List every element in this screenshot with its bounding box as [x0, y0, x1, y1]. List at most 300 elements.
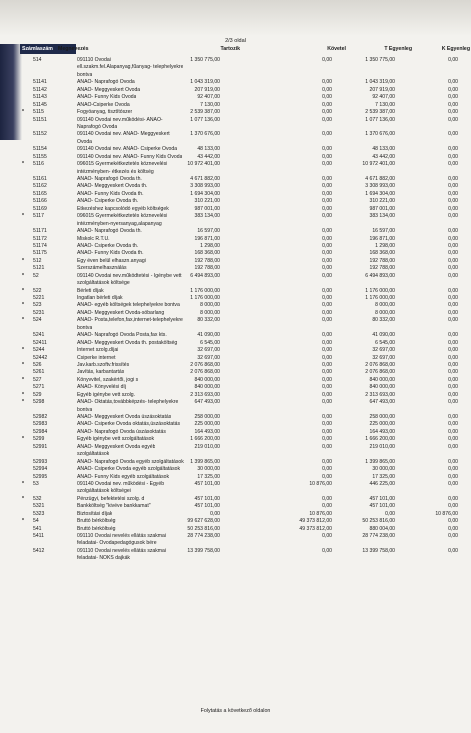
k-egyenleg-value: 0,00 [448, 347, 458, 354]
k-egyenleg-value: 0,00 [448, 480, 458, 487]
table-row [0, 540, 471, 547]
t-egyenleg-value: 7 130,00 [375, 101, 395, 108]
tartozik-value: 17 325,00 [197, 473, 220, 480]
account-code: 52982 [33, 414, 48, 420]
account-code: 51171 [33, 228, 47, 235]
tartozik-value: 13 399 758,00 [187, 547, 220, 554]
t-egyenleg-value: 225 000,00 [369, 421, 395, 428]
kovetel-value: 0,00 [322, 79, 332, 86]
tartozik-value: 1 043 319,00 [190, 79, 220, 86]
table-row [0, 555, 471, 562]
t-egyenleg-value: 310 221,00 [369, 198, 395, 205]
kovetel-value: 0,00 [322, 161, 332, 168]
tartozik-value: 192 788,00 [194, 265, 220, 272]
table-row [0, 265, 471, 272]
table-row [0, 176, 471, 183]
kovetel-value: 0,00 [322, 317, 332, 324]
table-row [0, 481, 471, 488]
kovetel-value: 0,00 [322, 205, 332, 212]
k-egyenleg-value: 0,00 [448, 339, 458, 346]
account-code: 532 [33, 495, 42, 502]
kovetel-value: 0,00 [322, 533, 332, 539]
account-code: 52984 [33, 428, 48, 435]
tartozik-value: 840 000,00 [194, 376, 220, 383]
row-marker: * [22, 391, 24, 398]
k-egyenleg-value: 0,00 [448, 495, 458, 502]
t-egyenleg-value: 92 407,00 [372, 94, 395, 101]
account-code: 51141 [33, 79, 47, 86]
tartozik-value: 1 399 865,00 [190, 458, 220, 465]
account-code: 51154 [33, 146, 47, 153]
tartozik-value: 4 671 882,00 [190, 176, 220, 182]
account-code: 51152 [33, 131, 47, 138]
account-code: 5115 [33, 109, 44, 116]
t-egyenleg-value: 4 671 882,00 [365, 176, 395, 182]
kovetel-value: 0,00 [322, 384, 332, 391]
account-name: Bruttó bérköltség [77, 518, 116, 525]
tartozik-value: 219 010,00 [194, 443, 220, 450]
t-egyenleg-value: 1 666 200,00 [365, 436, 395, 443]
k-egyenleg-value: 0,00 [448, 295, 458, 301]
table-row [0, 362, 471, 369]
tartozik-value: 196 871,00 [194, 235, 220, 242]
account-name: ANAÓ- Csiperke Óvoda oktatás,úszásoktatás [77, 421, 181, 428]
kovetel-value: 0,00 [322, 257, 332, 264]
account-name: 091140 Óvodai nev. ANAÓ- Funny Kids Óvoda [77, 153, 183, 160]
account-code: 51155 [33, 153, 47, 160]
t-egyenleg-value: 6 494 893,00 [365, 272, 395, 279]
table-row [0, 57, 471, 64]
t-egyenleg-value: 446 225,00 [369, 480, 395, 487]
kovetel-value: 0,00 [322, 228, 332, 235]
account-code: 5298 [33, 399, 45, 406]
t-egyenleg-value: 28 774 238,00 [362, 533, 395, 539]
row-marker: * [22, 109, 24, 116]
table-row [0, 392, 471, 399]
table-row [0, 213, 471, 220]
t-egyenleg-value: 1 370 676,00 [365, 131, 395, 138]
kovetel-value: 0,00 [322, 302, 332, 309]
table-row [0, 317, 471, 324]
kovetel-value: 0,00 [322, 265, 332, 272]
table-row [0, 87, 471, 94]
account-name: ANAÓ- Meggyeskert Óvoda th. postaköltség [77, 339, 178, 346]
table-row [0, 169, 471, 176]
row-marker: * [22, 257, 24, 264]
kovetel-value: 0,00 [322, 109, 332, 116]
table-row [0, 139, 471, 146]
table-row [0, 347, 471, 354]
k-egyenleg-value: 0,00 [448, 421, 458, 428]
account-code: 5261 [33, 369, 45, 376]
account-name: Egy éven belül elhaszn.anyagi [77, 257, 146, 264]
kovetel-value: 0,00 [322, 547, 332, 554]
kovetel-value: 0,00 [322, 503, 332, 510]
table-row [0, 191, 471, 198]
k-egyenleg-value: 10 876,00 [435, 510, 458, 517]
account-name: ANAÓ- Meggyeskert Óvoda egyéb [77, 443, 156, 450]
k-egyenleg-value: 0,00 [448, 309, 458, 316]
account-code: 5321 [33, 503, 45, 510]
row-marker: * [22, 317, 24, 324]
t-egyenleg-value: 1 298,00 [375, 242, 395, 249]
account-name: ANAÓ- Naprafogó Óvoda [77, 79, 135, 86]
k-egyenleg-value: 0,00 [448, 272, 458, 279]
account-name: ANAÓ- Meggyeskert Óvoda úszásoktatás [77, 414, 172, 420]
header-t-egyenleg: T Egyenleg [384, 46, 412, 52]
k-egyenleg-value: 0,00 [448, 161, 458, 168]
account-code: 51165 [33, 190, 47, 197]
k-egyenleg-value: 0,00 [448, 190, 458, 197]
account-code: 529 [33, 391, 42, 398]
tartozik-value: 8 000,00 [200, 309, 220, 316]
account-name: ANAÓ- Naprafogó Óvoda th. [77, 176, 142, 182]
account-code: 5299 [33, 436, 45, 443]
row-marker: * [22, 518, 24, 525]
account-code: 5271 [33, 384, 45, 391]
k-egyenleg-value: 0,00 [448, 473, 458, 480]
kovetel-value: 0,00 [322, 436, 332, 443]
kovetel-value: 0,00 [322, 242, 332, 249]
table-row [0, 533, 471, 540]
t-egyenleg-value: 840 000,00 [369, 384, 395, 391]
k-egyenleg-value: 0,00 [448, 287, 458, 294]
k-egyenleg-value: 0,00 [448, 198, 458, 205]
account-code: 53 [33, 480, 39, 487]
table-row [0, 407, 471, 414]
t-egyenleg-value: 457 101,00 [369, 503, 395, 510]
kovetel-value: 0,00 [322, 94, 332, 101]
t-egyenleg-value: 16 597,00 [372, 228, 395, 235]
t-egyenleg-value: 50 253 816,00 [362, 518, 395, 525]
account-code: 52442 [33, 354, 48, 361]
table-row [0, 518, 471, 525]
kovetel-value: 0,00 [322, 176, 332, 182]
account-name: ANAÓ- Naprafogó Óvoda úszásoktatás [77, 428, 166, 435]
account-code: 5117 [33, 213, 44, 220]
t-egyenleg-value: 32 697,00 [372, 354, 395, 361]
k-egyenleg-value: 0,00 [448, 131, 458, 138]
kovetel-value: 0,00 [322, 443, 332, 450]
kovetel-value: 0,00 [322, 399, 332, 406]
k-egyenleg-value: 0,00 [448, 518, 458, 525]
ledger-table [0, 57, 471, 563]
account-name: Naprafogó Óvoda [77, 123, 118, 130]
t-egyenleg-value: 13 399 758,00 [362, 547, 395, 554]
account-name: ANAÓ- Funny Kids egyéb szolgáltatások [77, 473, 170, 480]
tartozik-value: 0,00 [210, 510, 220, 517]
k-egyenleg-value: 0,00 [448, 302, 458, 309]
k-egyenleg-value: 0,00 [448, 79, 458, 86]
account-name: Fogyóanyag, tisztítószer [77, 109, 133, 116]
t-egyenleg-value: 17 325,00 [372, 473, 395, 480]
table-row [0, 474, 471, 481]
tartozik-value: 310 221,00 [194, 198, 220, 205]
tartozik-value: 192 788,00 [194, 257, 220, 264]
t-egyenleg-value: 2 313 693,00 [365, 391, 395, 398]
account-name: ANAÓ- Meggyeskert Óvoda th. [77, 183, 148, 190]
tartozik-value: 32 697,00 [197, 347, 220, 354]
t-egyenleg-value: 2 076 868,00 [365, 369, 395, 376]
kovetel-value: 0,00 [322, 369, 332, 376]
account-code: 5244 [33, 347, 45, 354]
t-egyenleg-value: 168 368,00 [369, 250, 395, 257]
k-egyenleg-value: 0,00 [448, 384, 458, 391]
table-row [0, 503, 471, 510]
kovetel-value: 0,00 [322, 146, 332, 153]
table-row [0, 198, 471, 205]
table-row [0, 154, 471, 161]
account-code: 5121 [33, 265, 45, 272]
table-row [0, 273, 471, 280]
account-name: 096015 Gyermekétkeztetés köznevelési [77, 161, 168, 168]
tartozik-value: 1 176 000,00 [190, 287, 220, 294]
table-row [0, 369, 471, 376]
row-marker: * [22, 495, 24, 502]
table-row [0, 72, 471, 79]
k-egyenleg-value: 0,00 [448, 443, 458, 450]
account-name: Bankköltség "kivéve bankkamat" [77, 503, 151, 510]
account-name: szolgáltatások költségei [77, 488, 131, 495]
tartozik-value: 2 076 868,00 [190, 369, 220, 376]
tartozik-value: 225 000,00 [194, 421, 220, 428]
k-egyenleg-value: 0,00 [448, 242, 458, 249]
kovetel-value: 0,00 [322, 116, 332, 123]
account-name: Jav.karb.szoftv.frissítés [77, 361, 130, 368]
kovetel-value: 0,00 [322, 495, 332, 502]
t-egyenleg-value: 41 090,00 [372, 332, 395, 339]
tartozik-value: 258 000,00 [194, 414, 220, 420]
account-code: 52994 [33, 466, 48, 473]
t-egyenleg-value: 219 010,00 [369, 443, 395, 450]
account-name: Internet szolg.díjai [77, 347, 119, 354]
tartozik-value: 7 130,00 [200, 101, 220, 108]
tartozik-value: 99 627 628,00 [187, 518, 220, 525]
account-name: Biztosítási díjak [77, 510, 113, 517]
account-name: ANAÓ- Posta,telefon,fax,internet-telephelyekre [77, 317, 183, 324]
t-egyenleg-value: 6 545,00 [375, 339, 395, 346]
k-egyenleg-value: 0,00 [448, 146, 458, 153]
tartozik-value: 457 101,00 [194, 495, 220, 502]
k-egyenleg-value: 0,00 [448, 391, 458, 398]
account-name: Bérleti díjak [77, 287, 104, 294]
table-row [0, 161, 471, 168]
account-name: ANAÓ- Könyvelési díj [77, 384, 126, 391]
tartozik-value: 383 134,00 [194, 213, 220, 220]
account-name: 091110 Óvodai nevelés ellátás szakmai [77, 547, 167, 554]
header-k-egyenleg: K Egyenleg [441, 46, 470, 52]
account-code: 52 [33, 272, 39, 279]
row-marker: * [22, 161, 24, 168]
footer-note: Folytatás a következő oldalon [200, 708, 271, 714]
row-marker: * [22, 302, 24, 309]
row-marker: * [22, 399, 24, 406]
account-code: 5323 [33, 510, 45, 517]
table-row [0, 183, 471, 190]
tartozik-value: 30 000,00 [197, 466, 220, 473]
tartozik-value: 457 101,00 [194, 503, 220, 510]
tartozik-value: 457 101,00 [194, 480, 220, 487]
tartozik-value: 80 332,00 [197, 317, 220, 324]
account-name: ANAÓ- Naprafogó Óvoda th. [77, 228, 142, 235]
kovetel-value: 0,00 [322, 376, 332, 383]
kovetel-value: 10 876,00 [309, 510, 332, 517]
t-egyenleg-value: 1 077 136,00 [365, 116, 395, 123]
k-egyenleg-value: 0,00 [448, 116, 458, 123]
kovetel-value: 0,00 [322, 250, 332, 257]
account-name: ANAÓ- Meggyeskert Óvoda-söbarlang [77, 309, 165, 316]
account-name: ANAÓ- Csiperke Óvoda th. [77, 242, 139, 249]
account-name: ANAÓ- Funny Kids Óvoda [77, 94, 137, 101]
kovetel-value: 49 373 812,00 [299, 518, 332, 525]
k-egyenleg-value: 0,00 [448, 257, 458, 264]
tartozik-value: 16 597,00 [197, 228, 220, 235]
scan-shadow [0, 0, 471, 36]
kovetel-value: 0,00 [322, 57, 332, 63]
tartozik-value: 168 368,00 [194, 250, 220, 257]
account-name: ANAÓ- Naprafogó Óvoda Posta,fax kts. [77, 332, 167, 339]
kovetel-value: 0,00 [322, 131, 332, 138]
kovetel-value: 0,00 [322, 272, 332, 279]
kovetel-value: 0,00 [322, 86, 332, 93]
account-name: bontva [77, 71, 93, 78]
table-row [0, 399, 471, 406]
row-marker: * [22, 347, 24, 354]
kovetel-value: 0,00 [322, 347, 332, 354]
table-row [0, 109, 471, 116]
account-name: Szerszámelhasználás [77, 265, 127, 272]
t-egyenleg-value: 8 000,00 [375, 302, 395, 309]
t-egyenleg-value: 1 176 000,00 [365, 287, 395, 294]
t-egyenleg-value: 43 442,00 [372, 153, 395, 160]
kovetel-value: 0,00 [322, 183, 332, 190]
tartozik-value: 6 545,00 [200, 339, 220, 346]
account-code: 51161 [33, 176, 47, 182]
tartozik-value: 647 493,00 [194, 399, 220, 406]
t-egyenleg-value: 1 694 304,00 [365, 190, 395, 197]
table-row [0, 511, 471, 518]
table-row [0, 302, 471, 309]
header-tartozik: Tartozik [220, 46, 240, 52]
t-egyenleg-value: 987 001,00 [369, 205, 395, 212]
k-egyenleg-value: 0,00 [448, 183, 458, 190]
account-name: 091140 Óvodai nev. működési - Egyéb [77, 480, 165, 487]
account-code: 52983 [33, 421, 48, 428]
kovetel-value: 0,00 [322, 414, 332, 420]
account-name: Pénzügyi, befektetési szolg. d [77, 495, 145, 502]
table-row [0, 102, 471, 109]
account-name: Egyéb igénybe vett szolg. [77, 391, 136, 398]
k-egyenleg-value: 0,00 [448, 503, 458, 510]
account-code: 5241 [33, 332, 45, 339]
table-row [0, 429, 471, 436]
table-row [0, 421, 471, 428]
account-code: 51142 [33, 86, 47, 93]
account-name: szolgáltatások költsége [77, 280, 130, 287]
account-name: 091140 Óvodai nev.működési- ANAÓ- [77, 116, 163, 123]
k-egyenleg-value: 0,00 [448, 250, 458, 257]
row-marker: * [22, 272, 24, 279]
tartozik-value: 43 442,00 [197, 153, 220, 160]
tartozik-value: 1 666 200,00 [190, 436, 220, 443]
k-egyenleg-value: 0,00 [448, 265, 458, 272]
kovetel-value: 0,00 [322, 421, 332, 428]
account-name: ANAÓ-Csiperke Óvoda [77, 101, 130, 108]
account-name: ANAÓ- egyéb költségek telephelyekre bontva [77, 302, 180, 309]
account-name: 096015 Gyermekétkeztetés köznevelési [77, 213, 168, 220]
kovetel-value: 0,00 [322, 391, 332, 398]
account-code: 5221 [33, 295, 45, 301]
kovetel-value: 0,00 [322, 213, 332, 220]
tartozik-value: 10 972 401,00 [187, 161, 220, 168]
account-name: intézményben- étkezés és költség [77, 168, 154, 175]
k-egyenleg-value: 0,00 [448, 176, 458, 182]
table-row [0, 488, 471, 495]
table-row [0, 79, 471, 86]
table-row [0, 236, 471, 243]
kovetel-value: 0,00 [322, 101, 332, 108]
k-egyenleg-value: 0,00 [448, 436, 458, 443]
tartozik-value: 6 494 893,00 [190, 272, 220, 279]
account-code: 51166 [33, 198, 47, 205]
account-name: ANAÓ- Funny Kids Óvoda th. [77, 250, 144, 257]
k-egyenleg-value: 0,00 [448, 361, 458, 368]
table-row [0, 131, 471, 138]
tartozik-value: 1 370 676,00 [190, 131, 220, 138]
tartozik-value: 32 697,00 [197, 354, 220, 361]
account-name: 091140 Óvodai nev. ANAÓ- Csiperke Óvoda [77, 146, 178, 153]
table-row [0, 243, 471, 250]
t-egyenleg-value: 32 697,00 [372, 347, 395, 354]
table-row [0, 295, 471, 302]
table-row [0, 436, 471, 443]
kovetel-value: 10 876,00 [309, 480, 332, 487]
t-egyenleg-value: 3 308 993,00 [365, 183, 395, 190]
tartozik-value: 1 077 136,00 [190, 116, 220, 123]
kovetel-value: 0,00 [322, 466, 332, 473]
t-egyenleg-value: 30 000,00 [372, 466, 395, 473]
table-row [0, 325, 471, 332]
row-marker: * [22, 213, 24, 220]
account-name: ANAÓ- Csiperke Óvoda th. [77, 198, 139, 205]
account-name: Étkezéshez kapcsolódó egyéb költségek [77, 205, 169, 212]
k-egyenleg-value: 0,00 [448, 428, 458, 435]
row-marker: * [22, 376, 24, 383]
t-egyenleg-value: 0,00 [385, 510, 395, 517]
account-code: 51143 [33, 94, 47, 101]
tartozik-value: 48 133,00 [197, 146, 220, 153]
t-egyenleg-value: 207 919,00 [369, 86, 395, 93]
account-name: ell.szakm.fel.Alapanyag,fűanyag- telephelyekre [77, 64, 184, 71]
table-row [0, 146, 471, 153]
tartozik-value: 2 539 387,00 [190, 109, 220, 116]
table-row [0, 221, 471, 228]
k-egyenleg-value: 0,00 [448, 547, 458, 554]
t-egyenleg-value: 8 000,00 [375, 309, 395, 316]
row-marker: * [22, 480, 24, 487]
tartozik-value: 92 407,00 [197, 94, 220, 101]
account-name: szolgáltatások [77, 451, 110, 458]
tartozik-value: 1 298,00 [200, 242, 220, 249]
t-egyenleg-value: 647 493,00 [369, 399, 395, 406]
table-row [0, 250, 471, 257]
table-row [0, 526, 471, 533]
account-name: feladatai- Óvodapedagógusok bére [77, 540, 157, 547]
account-name: bontva [77, 406, 93, 413]
header-desc: Megnevezés [58, 46, 89, 52]
account-name: 091140 Óvodai nev. ANAÓ- Meggyeskert [77, 131, 170, 138]
table-row [0, 310, 471, 317]
